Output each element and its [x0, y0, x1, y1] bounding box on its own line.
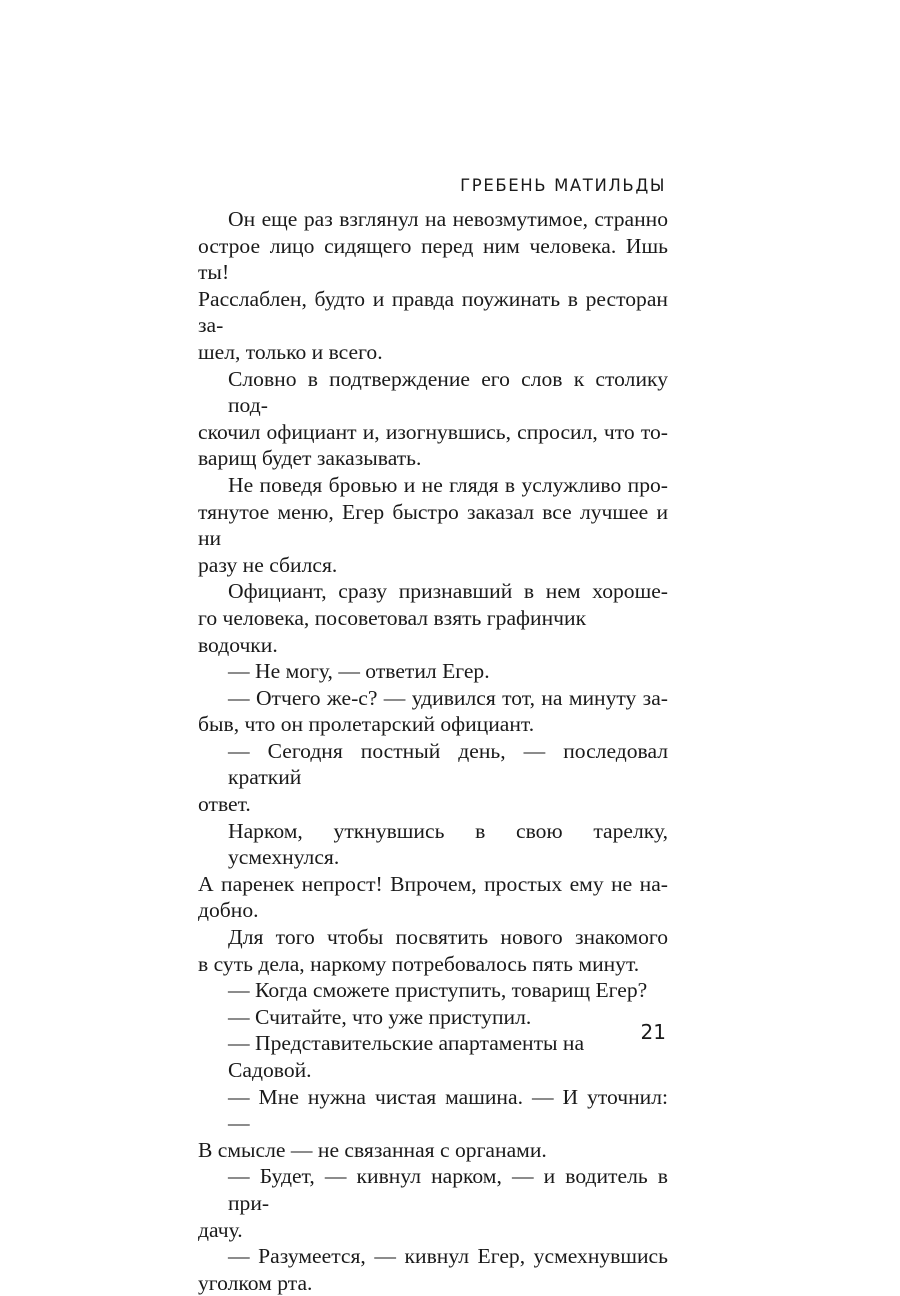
paragraph	[198, 366, 668, 472]
text-line: — Когда сможете приступить, товарищ Егер?	[228, 978, 648, 1003]
text-line: добно.	[198, 898, 259, 923]
paragraph	[198, 1004, 668, 1031]
text-line: скочил официант и, изогнувшись, спросил, что то-	[198, 419, 668, 444]
text-line: — Отчего же-с? — удивился тот, на минуту за-	[228, 685, 668, 710]
paragraph	[198, 1030, 668, 1083]
text-line: — Представительские апартаменты на Садовой.	[228, 1031, 585, 1082]
text-line: Он еще раз взглянул на невозмутимое, странно	[228, 207, 668, 231]
text-line: — Не могу, — ответил Егер.	[228, 659, 490, 684]
paragraph	[198, 818, 668, 924]
text-line: быв, что он пролетарский официант.	[198, 712, 535, 737]
paragraph	[198, 578, 668, 658]
text-line: дачу.	[198, 1217, 243, 1242]
paragraph	[198, 1163, 668, 1243]
body-text	[198, 206, 668, 1296]
text-line: Расслаблен, будто и правда поужинать в ресторан за-	[198, 286, 668, 338]
text-line: тянутое меню, Егер быстро заказал все лучшее и ни	[198, 499, 668, 551]
text-line: варищ будет заказывать.	[198, 446, 422, 471]
text-line: Нарком, уткнувшись в свою тарелку, усмехнулся.	[228, 818, 668, 870]
paragraph	[198, 1084, 668, 1164]
text-line: острое лицо сидящего перед ним человека. Ишь ты!	[198, 233, 668, 285]
paragraph	[198, 206, 668, 366]
text-line: — Считайте, что уже приступил.	[228, 1004, 532, 1029]
text-line: в суть дела, наркому потребовалось пять минут.	[198, 951, 640, 976]
paragraph	[198, 924, 668, 977]
text-line: — Будет, — кивнул нарком, — и водитель в при-	[228, 1164, 668, 1215]
paragraph	[198, 472, 668, 578]
paragraph	[198, 1243, 668, 1296]
page-number: 21	[640, 1020, 666, 1044]
text-line: го человека, посоветовал взять графинчик водочки.	[198, 605, 587, 657]
text-line: уголком рта.	[198, 1270, 313, 1295]
paragraph	[198, 658, 668, 685]
text-line: — Сегодня постный день, — последовал краткий	[228, 738, 668, 790]
text-line: А паренек непрост! Впрочем, простых ему не на-	[198, 871, 668, 896]
text-line: Не поведя бровью и не глядя в услужливо про-	[228, 472, 668, 497]
text-line: Для того чтобы посвятить нового знакомого	[228, 925, 668, 950]
text-line: Словно в подтверждение его слов к столику под-	[228, 366, 668, 418]
text-line: Официант, сразу признавший в нем хороше-	[228, 579, 668, 604]
paragraph	[198, 977, 668, 1004]
text-line: шел, только и всего.	[198, 339, 383, 364]
running-head: ГРЕБЕНЬ МАТИЛЬДЫ	[460, 176, 666, 195]
paragraph	[198, 685, 668, 738]
text-line: — Разумеется, — кивнул Егер, усмехнувшись	[228, 1244, 668, 1269]
text-line: В смысле — не связанная с органами.	[198, 1137, 547, 1162]
paragraph	[198, 738, 668, 818]
text-line: — Мне нужна чистая машина. — И уточнил: —	[228, 1084, 668, 1136]
text-line: ответ.	[198, 792, 251, 817]
text-line: разу не сбился.	[198, 552, 338, 577]
